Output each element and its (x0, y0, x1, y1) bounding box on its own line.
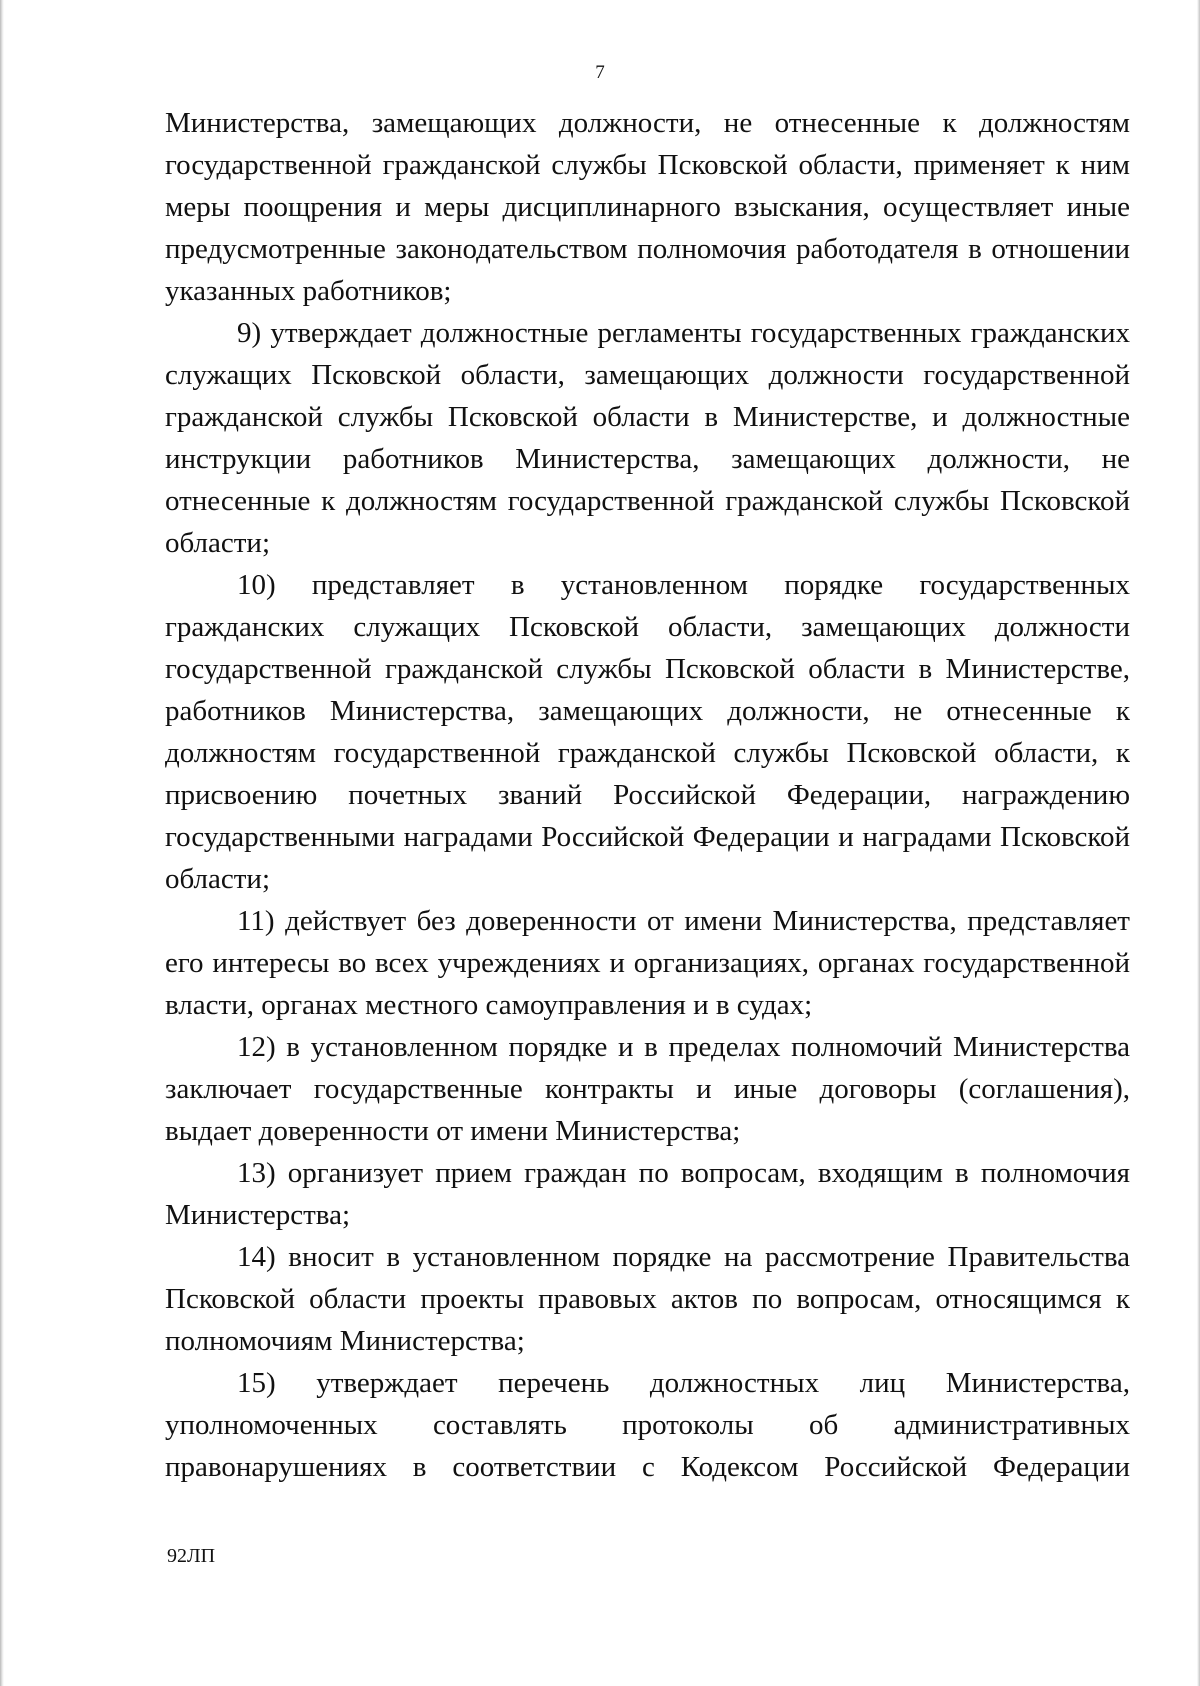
page-number: 7 (595, 62, 605, 83)
document-body (165, 102, 1130, 1488)
list-item-10: 10) представляет в установленном порядке государственных гражданских служащих Псковской области, замещающих должности государственной гражданской службы Псковской области в Министерстве, работников Министерства, замещающих должности, не отнесенные к должностям государственной гражданской службы Псковской области, к присвоению почетных званий Российской Федерации, награждению государственными наградами Российской Федерации и наградами Псковской области; (165, 569, 1130, 895)
list-item-12: 12) в установленном порядке и в пределах полномочий Министерства заключает государственные контракты и иные договоры (соглашения), выдает доверенности от имени Министерства; (165, 1031, 1130, 1147)
scan-edge-left (0, 0, 4, 1686)
list-item-11: 11) действует без доверенности от имени Министерства, представляет его интересы во всех учреждениях и организациях, органах государственной власти, органах местного самоуправления и в судах; (165, 905, 1130, 1021)
paragraph-continuation: Министерства, замещающих должности, не отнесенные к должностям государственной гражданской службы Псковской области, применяет к ним меры поощрения и меры дисциплинарного взыскания, осуществляет иные предусмотренные законодательством полномочия работодателя в отношении указанных работников; (165, 107, 1130, 307)
list-item-13: 13) организует прием граждан по вопросам, входящим в полномочия Министерства; (165, 1157, 1130, 1231)
list-item-14: 14) вносит в установленном порядке на рассмотрение Правительства Псковской области проекты правовых актов по вопросам, относящимся к полномочиям Министерства; (165, 1241, 1130, 1357)
footer-document-code: 92ЛП (167, 1545, 216, 1567)
list-item-15: 15) утверждает перечень должностных лиц Министерства, уполномоченных составлять протоколы об административных правонарушениях в соответствии с Кодексом Российской Федерации (165, 1367, 1130, 1483)
list-item-9: 9) утверждает должностные регламенты государственных гражданских служащих Псковской области, замещающих должности государственной гражданской службы Псковской области в Министерстве, и должностные инструкции работников Министерства, замещающих должности, не отнесенные к должностям государственной гражданской службы Псковской области; (165, 317, 1130, 559)
